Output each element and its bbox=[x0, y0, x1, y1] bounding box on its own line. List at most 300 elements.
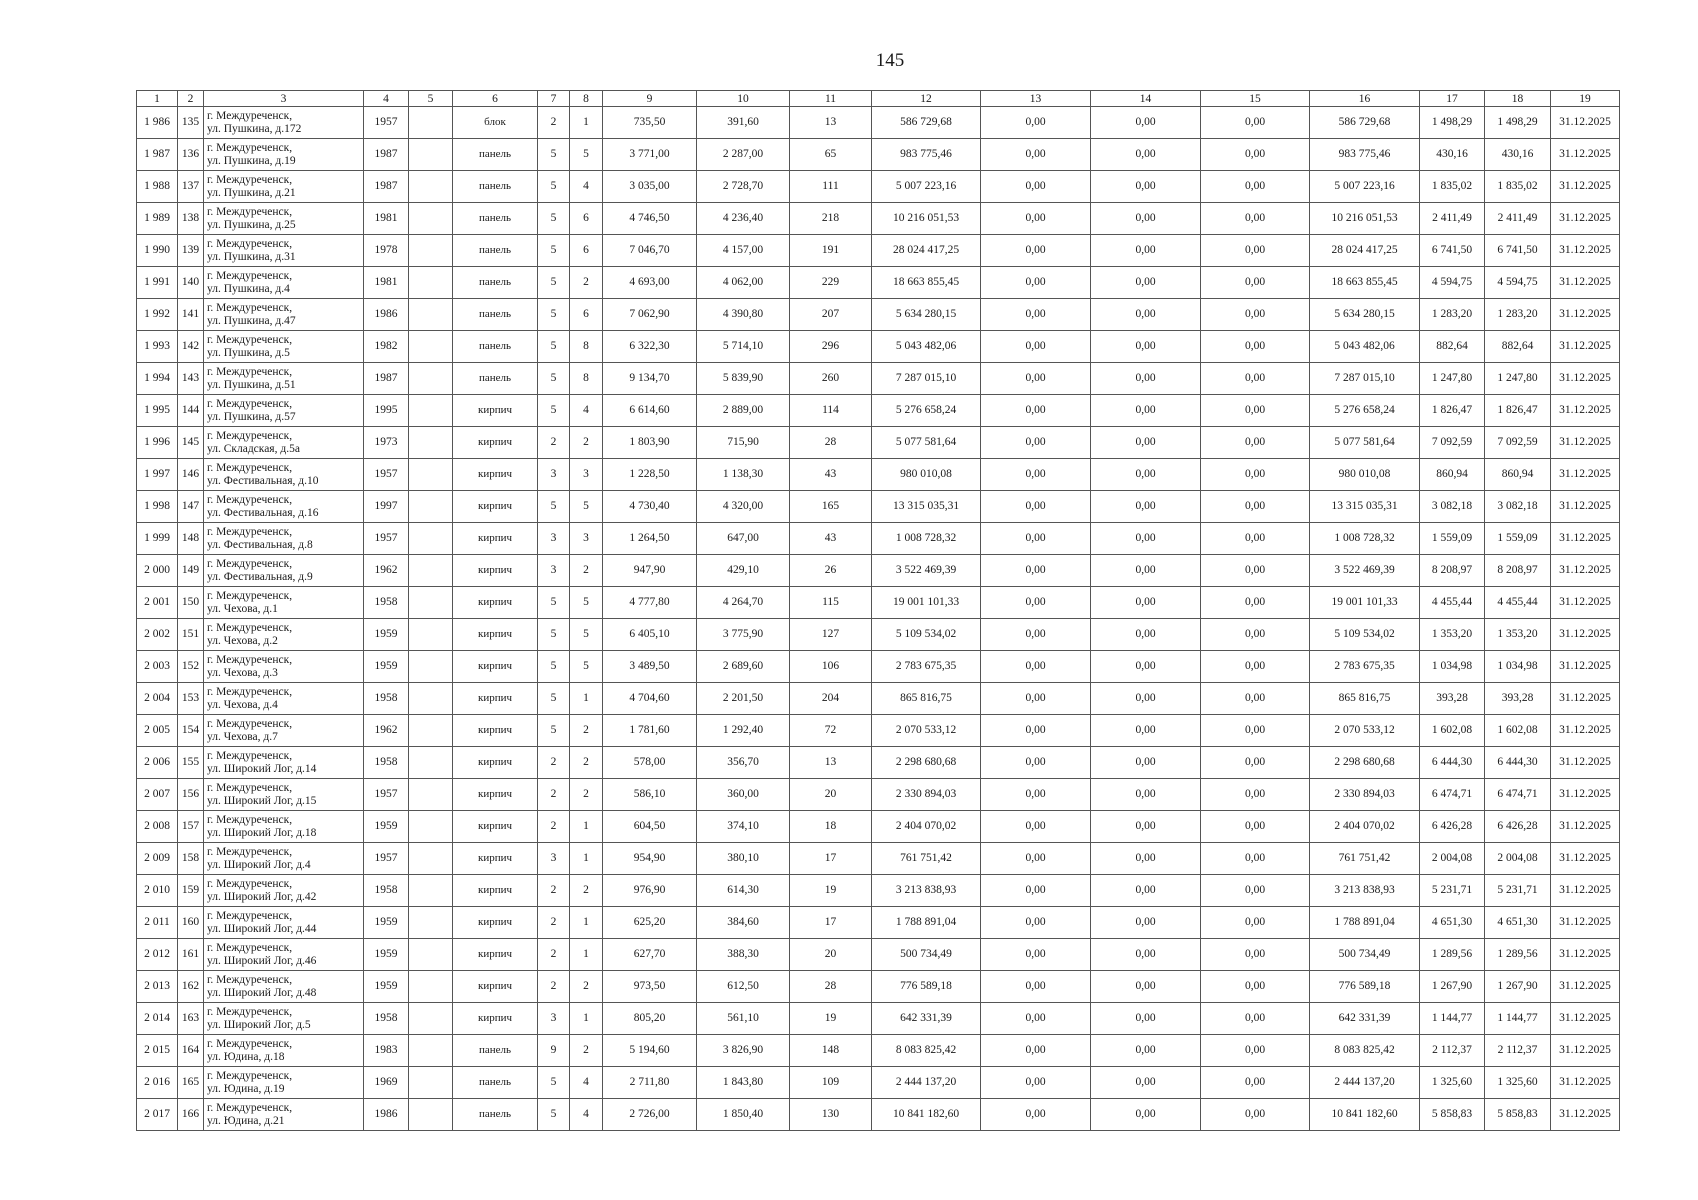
cell-deadline: 31.12.2025 bbox=[1551, 491, 1620, 523]
cell-entrances: 5 bbox=[570, 651, 603, 683]
cell-col16: 1 788 891,04 bbox=[1310, 907, 1420, 939]
address-street: ул. Пушкина, д.51 bbox=[207, 378, 296, 391]
cell-col16: 865 816,75 bbox=[1310, 683, 1420, 715]
cell-cost-total: 865 816,75 bbox=[872, 683, 981, 715]
cell-address bbox=[204, 235, 364, 267]
cell-entrances: 1 bbox=[570, 1003, 603, 1035]
cell-year: 1959 bbox=[364, 939, 409, 971]
address-city: г. Междуреченск, bbox=[207, 941, 293, 954]
cell-address bbox=[204, 971, 364, 1003]
cell-col18: 1 498,29 bbox=[1485, 107, 1551, 139]
cell-index: 148 bbox=[178, 523, 204, 555]
cell-col15: 0,00 bbox=[1201, 171, 1310, 203]
cell-col5 bbox=[409, 843, 453, 875]
cell-index: 149 bbox=[178, 555, 204, 587]
cell-col15: 0,00 bbox=[1201, 235, 1310, 267]
cell-floors: 5 bbox=[538, 139, 570, 171]
cell-address bbox=[204, 267, 364, 299]
address-street: ул. Пушкина, д.19 bbox=[207, 154, 296, 167]
address-city: г. Междуреченск, bbox=[207, 173, 293, 186]
cell-col5 bbox=[409, 203, 453, 235]
cell-address bbox=[204, 395, 364, 427]
cell-year: 1997 bbox=[364, 491, 409, 523]
cell-col16: 3 213 838,93 bbox=[1310, 875, 1420, 907]
cell-col13: 0,00 bbox=[981, 395, 1091, 427]
cell-entrances: 5 bbox=[570, 587, 603, 619]
cell-cost-total: 5 043 482,06 bbox=[872, 331, 981, 363]
cell-col15: 0,00 bbox=[1201, 363, 1310, 395]
cell-address bbox=[204, 523, 364, 555]
cell-col15: 0,00 bbox=[1201, 907, 1310, 939]
cell-material: кирпич bbox=[453, 939, 538, 971]
cell-deadline: 31.12.2025 bbox=[1551, 235, 1620, 267]
address-street: ул. Чехова, д.1 bbox=[207, 602, 278, 615]
address-city: г. Междуреченск, bbox=[207, 909, 293, 922]
cell-cost-total: 983 775,46 bbox=[872, 139, 981, 171]
cell-entrances: 1 bbox=[570, 907, 603, 939]
address-street: ул. Пушкина, д.5 bbox=[207, 346, 290, 359]
cell-index: 141 bbox=[178, 299, 204, 331]
cell-entrances: 2 bbox=[570, 267, 603, 299]
cell-col13: 0,00 bbox=[981, 1067, 1091, 1099]
table-header bbox=[137, 91, 1620, 107]
cell-col17: 6 444,30 bbox=[1420, 747, 1485, 779]
cell-area-total: 947,90 bbox=[603, 555, 697, 587]
cell-year: 1983 bbox=[364, 1035, 409, 1067]
cell-cost-total: 7 287 015,10 bbox=[872, 363, 981, 395]
table-row bbox=[137, 363, 1620, 395]
cell-material: кирпич bbox=[453, 651, 538, 683]
cell-col18: 1 247,80 bbox=[1485, 363, 1551, 395]
table-row bbox=[137, 1003, 1620, 1035]
table-row bbox=[137, 1099, 1620, 1131]
cell-row-number: 1 998 bbox=[137, 491, 178, 523]
cell-col17: 4 651,30 bbox=[1420, 907, 1485, 939]
address-street: ул. Фестивальная, д.8 bbox=[207, 538, 313, 551]
cell-col13: 0,00 bbox=[981, 267, 1091, 299]
cell-row-number: 2 009 bbox=[137, 843, 178, 875]
cell-col5 bbox=[409, 779, 453, 811]
cell-col15: 0,00 bbox=[1201, 779, 1310, 811]
cell-col16: 5 276 658,24 bbox=[1310, 395, 1420, 427]
cell-col13: 0,00 bbox=[981, 683, 1091, 715]
table-row bbox=[137, 939, 1620, 971]
cell-col18: 2 411,49 bbox=[1485, 203, 1551, 235]
table-row bbox=[137, 523, 1620, 555]
cell-col5 bbox=[409, 107, 453, 139]
cell-index: 143 bbox=[178, 363, 204, 395]
cell-col5 bbox=[409, 395, 453, 427]
cell-area-total: 9 134,70 bbox=[603, 363, 697, 395]
cell-address bbox=[204, 427, 364, 459]
cell-area-total: 4 693,00 bbox=[603, 267, 697, 299]
cell-area-total: 2 726,00 bbox=[603, 1099, 697, 1131]
cell-col13: 0,00 bbox=[981, 1035, 1091, 1067]
cell-row-number: 2 008 bbox=[137, 811, 178, 843]
column-header-4: 4 bbox=[364, 91, 409, 107]
cell-year: 1959 bbox=[364, 619, 409, 651]
cell-col14: 0,00 bbox=[1091, 299, 1201, 331]
cell-col16: 5 077 581,64 bbox=[1310, 427, 1420, 459]
cell-cost-total: 5 109 534,02 bbox=[872, 619, 981, 651]
cell-material: панель bbox=[453, 363, 538, 395]
cell-col15: 0,00 bbox=[1201, 523, 1310, 555]
cell-residents: 127 bbox=[790, 619, 872, 651]
address-city: г. Междуреченск, bbox=[207, 205, 293, 218]
cell-year: 1958 bbox=[364, 747, 409, 779]
cell-floors: 5 bbox=[538, 491, 570, 523]
cell-col5 bbox=[409, 555, 453, 587]
cell-row-number: 2 012 bbox=[137, 939, 178, 971]
cell-col15: 0,00 bbox=[1201, 651, 1310, 683]
cell-col14: 0,00 bbox=[1091, 459, 1201, 491]
cell-residents: 28 bbox=[790, 427, 872, 459]
cell-row-number: 2 006 bbox=[137, 747, 178, 779]
cell-col16: 10 216 051,53 bbox=[1310, 203, 1420, 235]
cell-col14: 0,00 bbox=[1091, 395, 1201, 427]
address-street: ул. Широкий Лог, д.42 bbox=[207, 890, 317, 903]
cell-col17: 3 082,18 bbox=[1420, 491, 1485, 523]
cell-col15: 0,00 bbox=[1201, 299, 1310, 331]
cell-deadline: 31.12.2025 bbox=[1551, 971, 1620, 1003]
cell-entrances: 8 bbox=[570, 331, 603, 363]
cell-area-living: 1 292,40 bbox=[697, 715, 790, 747]
table-row bbox=[137, 203, 1620, 235]
cell-material: кирпич bbox=[453, 555, 538, 587]
cell-col14: 0,00 bbox=[1091, 715, 1201, 747]
cell-col17: 430,16 bbox=[1420, 139, 1485, 171]
address-city: г. Междуреченск, bbox=[207, 365, 293, 378]
cell-address bbox=[204, 139, 364, 171]
cell-cost-total: 2 330 894,03 bbox=[872, 779, 981, 811]
cell-year: 1958 bbox=[364, 587, 409, 619]
cell-index: 156 bbox=[178, 779, 204, 811]
cell-area-total: 1 228,50 bbox=[603, 459, 697, 491]
cell-col5 bbox=[409, 971, 453, 1003]
cell-residents: 191 bbox=[790, 235, 872, 267]
cell-col5 bbox=[409, 491, 453, 523]
cell-col13: 0,00 bbox=[981, 299, 1091, 331]
cell-col15: 0,00 bbox=[1201, 971, 1310, 1003]
cell-cost-total: 19 001 101,33 bbox=[872, 587, 981, 619]
cell-floors: 5 bbox=[538, 171, 570, 203]
cell-material: кирпич bbox=[453, 459, 538, 491]
cell-col13: 0,00 bbox=[981, 427, 1091, 459]
cell-area-total: 805,20 bbox=[603, 1003, 697, 1035]
cell-col13: 0,00 bbox=[981, 203, 1091, 235]
cell-col15: 0,00 bbox=[1201, 715, 1310, 747]
cell-col14: 0,00 bbox=[1091, 619, 1201, 651]
cell-col17: 1 144,77 bbox=[1420, 1003, 1485, 1035]
cell-col13: 0,00 bbox=[981, 843, 1091, 875]
cell-col18: 1 353,20 bbox=[1485, 619, 1551, 651]
cell-col17: 8 208,97 bbox=[1420, 555, 1485, 587]
cell-col13: 0,00 bbox=[981, 651, 1091, 683]
cell-cost-total: 586 729,68 bbox=[872, 107, 981, 139]
address-street: ул. Широкий Лог, д.4 bbox=[207, 858, 311, 871]
cell-col16: 2 404 070,02 bbox=[1310, 811, 1420, 843]
cell-residents: 207 bbox=[790, 299, 872, 331]
cell-address bbox=[204, 715, 364, 747]
address-city: г. Междуреченск, bbox=[207, 589, 293, 602]
cell-deadline: 31.12.2025 bbox=[1551, 523, 1620, 555]
cell-row-number: 2 000 bbox=[137, 555, 178, 587]
cell-area-total: 2 711,80 bbox=[603, 1067, 697, 1099]
cell-entrances: 6 bbox=[570, 203, 603, 235]
table-row bbox=[137, 107, 1620, 139]
cell-col14: 0,00 bbox=[1091, 523, 1201, 555]
cell-col14: 0,00 bbox=[1091, 139, 1201, 171]
cell-col17: 1 247,80 bbox=[1420, 363, 1485, 395]
cell-col16: 642 331,39 bbox=[1310, 1003, 1420, 1035]
table-row bbox=[137, 395, 1620, 427]
cell-deadline: 31.12.2025 bbox=[1551, 907, 1620, 939]
cell-floors: 2 bbox=[538, 875, 570, 907]
cell-col13: 0,00 bbox=[981, 331, 1091, 363]
address-street: ул. Широкий Лог, д.18 bbox=[207, 826, 317, 839]
cell-deadline: 31.12.2025 bbox=[1551, 331, 1620, 363]
cell-area-total: 586,10 bbox=[603, 779, 697, 811]
cell-col18: 2 004,08 bbox=[1485, 843, 1551, 875]
cell-year: 1959 bbox=[364, 971, 409, 1003]
cell-index: 152 bbox=[178, 651, 204, 683]
cell-residents: 111 bbox=[790, 171, 872, 203]
cell-cost-total: 13 315 035,31 bbox=[872, 491, 981, 523]
cell-floors: 3 bbox=[538, 1003, 570, 1035]
cell-index: 150 bbox=[178, 587, 204, 619]
column-header-13: 13 bbox=[981, 91, 1091, 107]
cell-row-number: 1 999 bbox=[137, 523, 178, 555]
cell-col13: 0,00 bbox=[981, 171, 1091, 203]
cell-col13: 0,00 bbox=[981, 139, 1091, 171]
cell-col18: 1 289,56 bbox=[1485, 939, 1551, 971]
cell-floors: 5 bbox=[538, 203, 570, 235]
cell-col17: 1 283,20 bbox=[1420, 299, 1485, 331]
address-street: ул. Пушкина, д.21 bbox=[207, 186, 296, 199]
column-header-3: 3 bbox=[204, 91, 364, 107]
address-street: ул. Пушкина, д.57 bbox=[207, 410, 296, 423]
cell-area-total: 3 771,00 bbox=[603, 139, 697, 171]
cell-material: панель bbox=[453, 299, 538, 331]
cell-area-living: 2 889,00 bbox=[697, 395, 790, 427]
cell-col13: 0,00 bbox=[981, 459, 1091, 491]
cell-index: 161 bbox=[178, 939, 204, 971]
cell-entrances: 4 bbox=[570, 1099, 603, 1131]
table-row bbox=[137, 299, 1620, 331]
cell-area-living: 715,90 bbox=[697, 427, 790, 459]
cell-area-total: 5 194,60 bbox=[603, 1035, 697, 1067]
header-row bbox=[137, 91, 1620, 107]
cell-cost-total: 18 663 855,45 bbox=[872, 267, 981, 299]
cell-col18: 3 082,18 bbox=[1485, 491, 1551, 523]
table-row bbox=[137, 907, 1620, 939]
address-street: ул. Пушкина, д.172 bbox=[207, 122, 302, 135]
cell-residents: 28 bbox=[790, 971, 872, 1003]
cell-cost-total: 5 276 658,24 bbox=[872, 395, 981, 427]
cell-index: 158 bbox=[178, 843, 204, 875]
page-number: 145 bbox=[875, 50, 905, 71]
cell-floors: 3 bbox=[538, 843, 570, 875]
address-street: ул. Юдина, д.19 bbox=[207, 1082, 285, 1095]
column-header-1: 1 bbox=[137, 91, 178, 107]
cell-deadline: 31.12.2025 bbox=[1551, 203, 1620, 235]
cell-year: 1978 bbox=[364, 235, 409, 267]
cell-row-number: 1 993 bbox=[137, 331, 178, 363]
cell-address bbox=[204, 363, 364, 395]
cell-address bbox=[204, 1099, 364, 1131]
cell-col5 bbox=[409, 939, 453, 971]
address-street: ул. Юдина, д.21 bbox=[207, 1114, 285, 1127]
cell-col16: 776 589,18 bbox=[1310, 971, 1420, 1003]
cell-row-number: 1 994 bbox=[137, 363, 178, 395]
cell-deadline: 31.12.2025 bbox=[1551, 171, 1620, 203]
cell-deadline: 31.12.2025 bbox=[1551, 939, 1620, 971]
table-row bbox=[137, 651, 1620, 683]
cell-year: 1981 bbox=[364, 267, 409, 299]
cell-entrances: 1 bbox=[570, 939, 603, 971]
cell-row-number: 1 991 bbox=[137, 267, 178, 299]
cell-entrances: 3 bbox=[570, 459, 603, 491]
cell-col16: 5 634 280,15 bbox=[1310, 299, 1420, 331]
address-city: г. Междуреченск, bbox=[207, 269, 293, 282]
cell-deadline: 31.12.2025 bbox=[1551, 1067, 1620, 1099]
column-header-16: 16 bbox=[1310, 91, 1420, 107]
cell-row-number: 1 997 bbox=[137, 459, 178, 491]
cell-material: кирпич bbox=[453, 395, 538, 427]
cell-residents: 114 bbox=[790, 395, 872, 427]
address-street: ул. Широкий Лог, д.48 bbox=[207, 986, 317, 999]
cell-col17: 1 498,29 bbox=[1420, 107, 1485, 139]
cell-deadline: 31.12.2025 bbox=[1551, 555, 1620, 587]
cell-col18: 4 455,44 bbox=[1485, 587, 1551, 619]
table-row bbox=[137, 715, 1620, 747]
cell-col14: 0,00 bbox=[1091, 1003, 1201, 1035]
cell-cost-total: 500 734,49 bbox=[872, 939, 981, 971]
cell-row-number: 2 015 bbox=[137, 1035, 178, 1067]
cell-area-total: 6 614,60 bbox=[603, 395, 697, 427]
cell-col15: 0,00 bbox=[1201, 683, 1310, 715]
cell-residents: 20 bbox=[790, 939, 872, 971]
cell-row-number: 2 016 bbox=[137, 1067, 178, 1099]
address-street: ул. Пушкина, д.25 bbox=[207, 218, 296, 231]
cell-col14: 0,00 bbox=[1091, 811, 1201, 843]
cell-year: 1995 bbox=[364, 395, 409, 427]
cell-area-living: 1 843,80 bbox=[697, 1067, 790, 1099]
cell-col17: 4 594,75 bbox=[1420, 267, 1485, 299]
cell-cost-total: 5 077 581,64 bbox=[872, 427, 981, 459]
cell-floors: 5 bbox=[538, 363, 570, 395]
cell-residents: 130 bbox=[790, 1099, 872, 1131]
cell-year: 1987 bbox=[364, 139, 409, 171]
cell-material: блок bbox=[453, 107, 538, 139]
cell-cost-total: 10 216 051,53 bbox=[872, 203, 981, 235]
cell-col5 bbox=[409, 683, 453, 715]
cell-area-total: 3 035,00 bbox=[603, 171, 697, 203]
cell-col18: 1 144,77 bbox=[1485, 1003, 1551, 1035]
cell-deadline: 31.12.2025 bbox=[1551, 715, 1620, 747]
cell-deadline: 31.12.2025 bbox=[1551, 363, 1620, 395]
cell-year: 1969 bbox=[364, 1067, 409, 1099]
cell-deadline: 31.12.2025 bbox=[1551, 843, 1620, 875]
cell-col16: 586 729,68 bbox=[1310, 107, 1420, 139]
cell-col14: 0,00 bbox=[1091, 491, 1201, 523]
cell-cost-total: 2 444 137,20 bbox=[872, 1067, 981, 1099]
cell-floors: 2 bbox=[538, 939, 570, 971]
cell-address bbox=[204, 491, 364, 523]
cell-material: панель bbox=[453, 267, 538, 299]
cell-col16: 983 775,46 bbox=[1310, 139, 1420, 171]
cell-col14: 0,00 bbox=[1091, 363, 1201, 395]
cell-area-living: 647,00 bbox=[697, 523, 790, 555]
cell-deadline: 31.12.2025 bbox=[1551, 683, 1620, 715]
cell-deadline: 31.12.2025 bbox=[1551, 1099, 1620, 1131]
cell-col13: 0,00 bbox=[981, 747, 1091, 779]
cell-col18: 1 034,98 bbox=[1485, 651, 1551, 683]
cell-area-living: 4 390,80 bbox=[697, 299, 790, 331]
address-street: ул. Широкий Лог, д.44 bbox=[207, 922, 317, 935]
cell-cost-total: 980 010,08 bbox=[872, 459, 981, 491]
cell-col18: 6 474,71 bbox=[1485, 779, 1551, 811]
cell-col15: 0,00 bbox=[1201, 1003, 1310, 1035]
column-header-17: 17 bbox=[1420, 91, 1485, 107]
cell-area-living: 388,30 bbox=[697, 939, 790, 971]
cell-address bbox=[204, 619, 364, 651]
cell-col5 bbox=[409, 331, 453, 363]
cell-area-living: 4 236,40 bbox=[697, 203, 790, 235]
cell-col15: 0,00 bbox=[1201, 587, 1310, 619]
cell-area-total: 1 781,60 bbox=[603, 715, 697, 747]
cell-address bbox=[204, 683, 364, 715]
cell-col17: 2 004,08 bbox=[1420, 843, 1485, 875]
column-header-15: 15 bbox=[1201, 91, 1310, 107]
cell-col15: 0,00 bbox=[1201, 427, 1310, 459]
cell-col16: 500 734,49 bbox=[1310, 939, 1420, 971]
cell-col13: 0,00 bbox=[981, 107, 1091, 139]
cell-col17: 2 112,37 bbox=[1420, 1035, 1485, 1067]
cell-cost-total: 642 331,39 bbox=[872, 1003, 981, 1035]
address-city: г. Междуреченск, bbox=[207, 973, 293, 986]
cell-row-number: 1 990 bbox=[137, 235, 178, 267]
cell-col13: 0,00 bbox=[981, 555, 1091, 587]
cell-cost-total: 1 788 891,04 bbox=[872, 907, 981, 939]
cell-area-living: 391,60 bbox=[697, 107, 790, 139]
cell-deadline: 31.12.2025 bbox=[1551, 651, 1620, 683]
cell-area-total: 973,50 bbox=[603, 971, 697, 1003]
cell-col18: 1 602,08 bbox=[1485, 715, 1551, 747]
cell-col5 bbox=[409, 523, 453, 555]
cell-col13: 0,00 bbox=[981, 779, 1091, 811]
cell-residents: 218 bbox=[790, 203, 872, 235]
cell-entrances: 4 bbox=[570, 395, 603, 427]
data-table bbox=[136, 90, 1620, 1131]
cell-col17: 6 426,28 bbox=[1420, 811, 1485, 843]
cell-col18: 860,94 bbox=[1485, 459, 1551, 491]
cell-col5 bbox=[409, 235, 453, 267]
cell-area-total: 3 489,50 bbox=[603, 651, 697, 683]
cell-address bbox=[204, 811, 364, 843]
cell-area-total: 954,90 bbox=[603, 843, 697, 875]
cell-area-total: 4 777,80 bbox=[603, 587, 697, 619]
cell-cost-total: 2 298 680,68 bbox=[872, 747, 981, 779]
table-row bbox=[137, 683, 1620, 715]
cell-area-living: 4 062,00 bbox=[697, 267, 790, 299]
cell-address bbox=[204, 875, 364, 907]
cell-col17: 1 559,09 bbox=[1420, 523, 1485, 555]
cell-area-living: 5 839,90 bbox=[697, 363, 790, 395]
cell-material: кирпич bbox=[453, 523, 538, 555]
cell-residents: 115 bbox=[790, 587, 872, 619]
cell-entrances: 2 bbox=[570, 427, 603, 459]
